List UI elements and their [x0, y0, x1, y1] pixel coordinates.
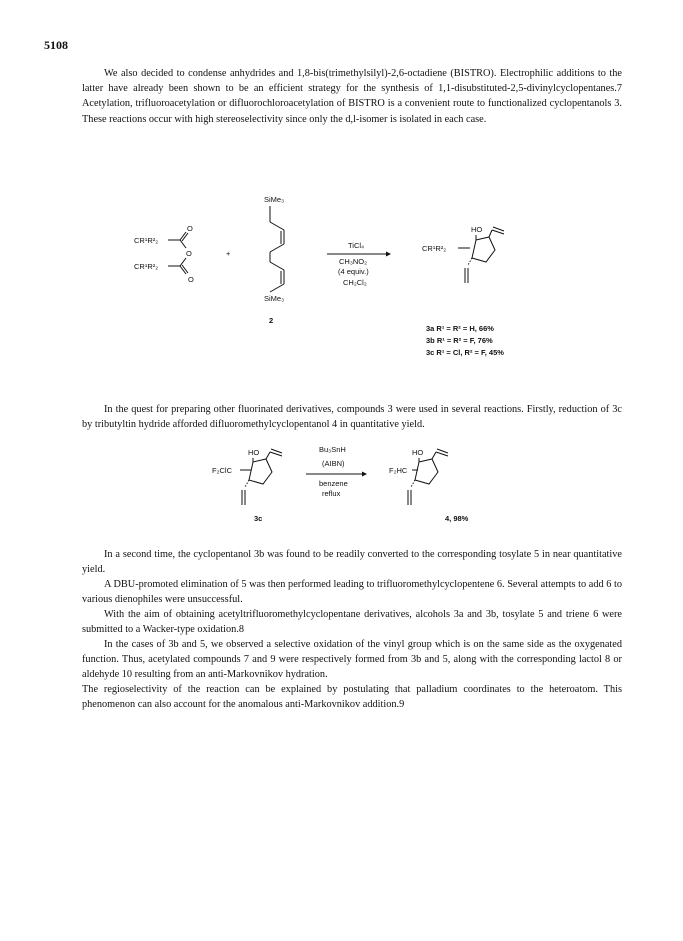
anhydride-o-top: O [187, 224, 193, 233]
anhydride-top-substituent: CR¹R²₂ [134, 236, 159, 245]
reagent-ch2cl2: CH₂Cl₂ [343, 278, 367, 287]
paragraph-bistro: We also decided to condense anhydrides and 1,8-bis(trimethylsilyl)-2,6-octadiene (BISTRO). Electrophilic additions to the latter have already been shown to be an efficient strategy for the synthesis of 1,1-disubstituted-2,5-divinylcyclopentanes.7 Acetylation, trifluoroacetylation or difluorochloroacetylation of BISTRO is a convenient route to functionalized cyclopentanols 3. These reactions occur with high stereoselectivity since only the d,l-isomer is isolated in each case. [82, 68, 622, 125]
left-ho: HO [248, 448, 260, 457]
right-compound-label: 4, 98% [445, 514, 469, 523]
plus-sign: + [226, 249, 231, 258]
paragraph-tosylate: In a second time, the cyclopentanol 3b was found to be readily converted to the corresponding tosylate 5 in near quantitative yield. [82, 549, 622, 576]
right-ho: HO [412, 448, 424, 457]
reagent-aibn: (AIBN) [322, 459, 345, 468]
paragraph-elimination: A DBU-promoted elimination of 5 was then performed leading to trifluoromethylcyclopentene 6. Several attempts to add 6 to various dienophiles were unsuccessful. [82, 579, 622, 606]
result-3b: 3b R¹ = R² = F, 76% [426, 336, 493, 345]
right-substituent: F₂HC [389, 466, 408, 475]
reagent-bu3snh: Bu₃SnH [319, 445, 346, 454]
paragraph-selective-oxidation: In the cases of 3b and 5, we observed a selective oxidation of the vinyl group which is on the same side as the oxygenated function. Thus, acetylated compounds 7 and 9 were respectively formed from 3b and 5, along with the corresponding lactol 8 or aldehyde 10 resulting from an anti-Markovnikov hydration. [82, 639, 622, 681]
product-substituent: CR¹R²₂ [422, 244, 447, 253]
result-3c: 3c R¹ = Cl, R² = F, 45% [426, 348, 504, 357]
reagent-reflux: reflux [322, 489, 341, 498]
left-substituent: F₂ClC [212, 466, 232, 475]
anhydride-o-bot: O [188, 275, 194, 284]
anhydride-o-mid: O [186, 249, 192, 258]
paragraph-regioselectivity: The regioselectivity of the reaction can be explained by postulating that palladium coordinates to the heteroatom. This phenomenon can also account for the anomalous anti-Markovnikov addition.9 [82, 684, 622, 711]
left-compound-label: 3c [254, 514, 263, 523]
result-3a: 3a R¹ = R² = H, 66% [426, 324, 494, 333]
page-number: 5108 [44, 38, 68, 52]
reagent-benzene: benzene [319, 479, 348, 488]
paragraph-reduction: In the quest for preparing other fluorinated derivatives, compounds 3 were used in several reactions. Firstly, reduction of 3c by tributyltin hydride afforded difluoromethylcyclopentanol 4 in quantitative yield. [82, 404, 622, 431]
reagent-ch3no2: CH₃NO₂ [339, 257, 368, 266]
simes-bottom-label: SiMe₃ [264, 294, 285, 303]
simes-top-label: SiMe₃ [264, 195, 285, 204]
compound-2-label: 2 [269, 316, 274, 325]
product-ho: HO [471, 225, 483, 234]
anhydride-bottom-substituent: CR¹R²₂ [134, 262, 159, 271]
paragraph-wacker: With the aim of obtaining acetyltrifluoromethylcyclopentane derivatives, alcohols 3a and 3b, tosylate 5 and triene 6 were submitted to a Wacker-type oxidation.8 [82, 609, 622, 636]
reagent-equiv: (4 equiv.) [338, 267, 369, 276]
reagent-ticl4: TiCl₄ [348, 241, 365, 250]
